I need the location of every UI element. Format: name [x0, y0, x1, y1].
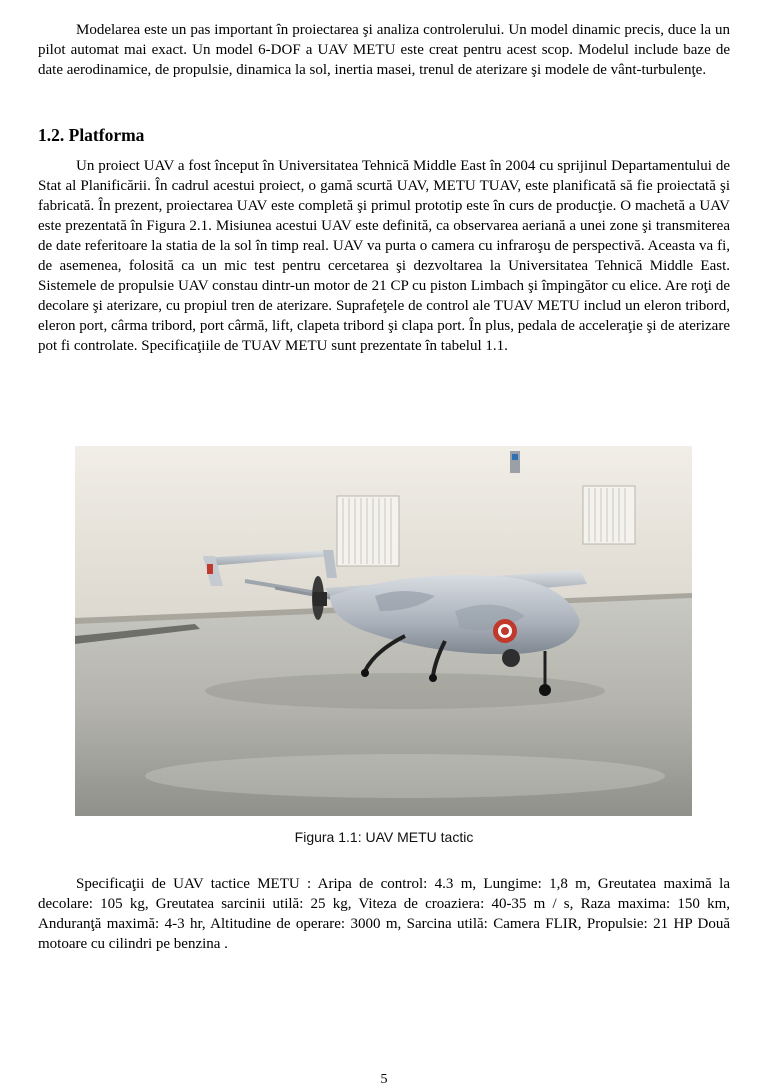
page-number: 5: [380, 1072, 388, 1087]
platform-paragraph: Un proiect UAV a fost început în Universitatea Tehnică Middle East în 2004 cu sprijinul Departamentului de Stat al Planificării. În cadrul acestui proiect, o gamă scurtă UAV, METU TUAV, este planificată să fie proiectată şi fabricată. În prezent, proiectarea UAV este completă şi primul prototip este în curs de producţie. O machetă a UAV este prezentată în Figura 2.1. Misiunea acestui UAV este definită, ca observarea aeriană a unei zone şi transmiterea de date referitoare la statia de la sol în timp real. UAV va purta o camera cu infraroşu de perspectivă. Aceasta va fi, de asemenea, folosită ca un mic test pentru cercetarea şi dezvoltarea la Universitatea Tehnică Middle East. Sistemele de propulsie UAV constau dintr-un motor de 21 CP cu piston Limbach şi împingător cu elice. Are roţi de decolare şi aterizare, cu propiul tren de aterizare. Suprafeţele de control ale TUAV METU includ un eleron tribord, eleron port, cârma tribord, port cârmă, lift, clapeta tribord şi clapa port. În plus, pedala de acceleraţie şi de aterizare pot fi controlate. Specificaţiile de TUAV METU sunt prezentate în tabelul 1.1.: [38, 158, 730, 354]
radiator-left: [337, 496, 399, 566]
specifications-paragraph: Specificaţii de UAV tactice METU : Aripa de control: 4.3 m, Lungime: 1,8 m, Greutatea maximă la decolare: 105 kg, Greutatea sarcinii utilă: 25 kg, Viteza de croaziera: 40-35 m / s, Raza maxima: 150 km, Anduranţă maximă: 4-3 hr, Altitudine de operare: 3000 m, Sarcina utilă: Camera FLIR, Propulsie: 21 HP Două motoare cu cilindri pe benzina .: [38, 876, 730, 952]
uav-photo: [75, 446, 692, 816]
section-heading: 1.2. Platforma: [38, 125, 145, 145]
uav-photo-illustration: [75, 446, 692, 816]
figure-caption: Figura 1.1: UAV METU tactic: [294, 829, 474, 845]
intro-paragraph: Modelarea este un pas important în proiectarea şi analiza controlerului. Un model dinamic precis, duce la un pilot automat mai exact. Un model 6-DOF a UAV METU este creat pentru acest scop. Modelul include baze de date aerodinamice, de propulsie, dinamica la sol, inertia masei, trenul de aterizare şi modele de vânt-turbulenţe.: [38, 22, 730, 78]
radiator-right: [583, 486, 635, 544]
